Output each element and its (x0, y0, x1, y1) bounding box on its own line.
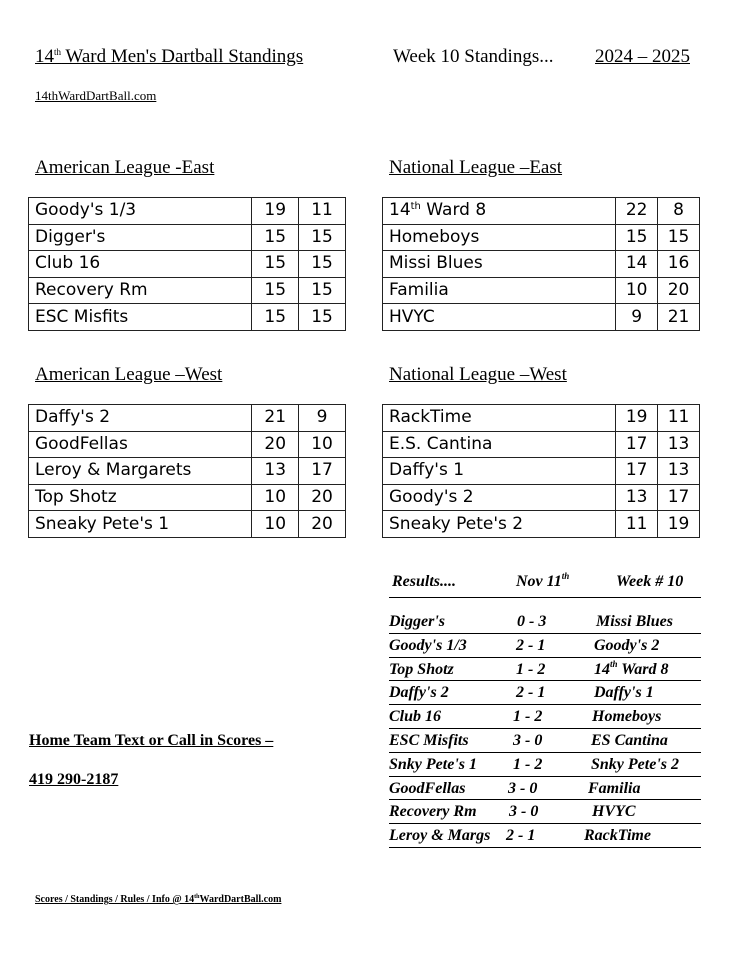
results-week: Week # 10 (616, 573, 684, 590)
losses: 8 (658, 198, 700, 225)
away-team: Goody's 2 (594, 636, 660, 654)
table-row (383, 484, 700, 511)
team-name: Daffy's 1 (383, 458, 616, 485)
page-title: 14th Ward Men's Dartball Standings (35, 46, 304, 67)
list-item (389, 800, 701, 824)
away-team: Familia (588, 779, 641, 797)
week-label: Week 10 Standings... (393, 46, 554, 67)
al-west-standings (28, 404, 346, 538)
table-row (383, 458, 700, 485)
losses: 11 (299, 198, 346, 225)
team-name: Club 16 (29, 251, 252, 278)
team-name: Recovery Rm (29, 277, 252, 304)
team-name: Daffy's 2 (29, 405, 252, 432)
team-name: 14th Ward 8 (383, 198, 616, 225)
list-item (389, 705, 701, 729)
home-team: Snky Pete's 1 (389, 755, 477, 773)
wins: 21 (252, 405, 299, 432)
list-item (389, 681, 701, 705)
wins: 17 (616, 458, 658, 485)
losses: 13 (658, 431, 700, 458)
footer-links[interactable]: Scores / Standings / Rules / Info @ 14thWardDartBall.com (35, 894, 282, 905)
table-row (383, 198, 700, 225)
team-name: HVYC (383, 304, 616, 331)
losses: 17 (299, 458, 346, 485)
wins: 19 (616, 405, 658, 432)
losses: 21 (658, 304, 700, 331)
team-name: ESC Misfits (29, 304, 252, 331)
team-name: E.S. Cantina (383, 431, 616, 458)
team-name: Familia (383, 277, 616, 304)
table-row (29, 198, 346, 225)
home-team: Goody's 1/3 (389, 636, 467, 654)
nl-east-standings (382, 197, 700, 331)
team-name: Digger's (29, 224, 252, 251)
table-row (383, 304, 700, 331)
wins: 9 (616, 304, 658, 331)
losses: 15 (299, 251, 346, 278)
score: 1 - 2 (516, 660, 546, 678)
wins: 14 (616, 251, 658, 278)
losses: 20 (299, 484, 346, 511)
team-name: Sneaky Pete's 1 (29, 511, 252, 538)
score: 3 - 0 (513, 731, 543, 749)
list-item (389, 729, 701, 753)
results-date: Nov 11th (516, 571, 570, 590)
team-name: Leroy & Margarets (29, 458, 252, 485)
score-report-note: Home Team Text or Call in Scores – (29, 732, 274, 749)
losses: 15 (299, 224, 346, 251)
away-team: Daffy's 1 (594, 684, 654, 702)
home-team: Digger's (389, 613, 445, 630)
wins: 17 (616, 431, 658, 458)
table-row (383, 405, 700, 432)
losses: 15 (299, 277, 346, 304)
site-link[interactable]: 14thWardDartBall.com (35, 88, 157, 103)
wins: 13 (252, 458, 299, 485)
wins: 22 (616, 198, 658, 225)
wins: 15 (252, 224, 299, 251)
score: 1 - 2 (513, 755, 543, 773)
season-label: 2024 – 2025 (595, 46, 690, 67)
team-name: RackTime (383, 405, 616, 432)
team-name: Homeboys (383, 224, 616, 251)
score: 2 - 1 (506, 827, 536, 845)
score: 3 - 0 (509, 803, 539, 821)
table-row (29, 224, 346, 251)
home-team: Recovery Rm (389, 803, 477, 821)
away-team: Homeboys (592, 708, 662, 726)
away-team: 14th Ward 8 (594, 658, 669, 678)
phone-number[interactable]: 419 290-2187 (29, 771, 119, 788)
nl-west-title: National League –West (389, 364, 567, 385)
losses: 20 (299, 511, 346, 538)
table-row (29, 511, 346, 538)
home-team: Top Shotz (389, 660, 454, 678)
table-row (29, 304, 346, 331)
table-row (29, 277, 346, 304)
losses: 10 (299, 431, 346, 458)
home-team: GoodFellas (389, 779, 466, 797)
away-team: Missi Blues (596, 613, 673, 630)
wins: 10 (616, 277, 658, 304)
team-name: Goody's 2 (383, 484, 616, 511)
away-team: HVYC (592, 803, 636, 821)
wins: 10 (252, 484, 299, 511)
list-item (389, 753, 701, 777)
table-row (29, 405, 346, 432)
losses: 19 (658, 511, 700, 538)
home-team: Leroy & Margs (389, 827, 491, 845)
wins: 15 (252, 277, 299, 304)
table-row (29, 484, 346, 511)
wins: 20 (252, 431, 299, 458)
home-team: Daffy's 2 (389, 684, 449, 702)
table-row (383, 251, 700, 278)
wins: 11 (616, 511, 658, 538)
losses: 17 (658, 484, 700, 511)
score: 2 - 1 (516, 684, 546, 702)
score: 1 - 2 (513, 708, 543, 726)
team-name: Top Shotz (29, 484, 252, 511)
losses: 9 (299, 405, 346, 432)
home-team: Club 16 (389, 708, 442, 726)
team-name: GoodFellas (29, 431, 252, 458)
results-header (389, 573, 701, 598)
table-row (29, 458, 346, 485)
losses: 16 (658, 251, 700, 278)
nl-east-title: National League –East (389, 157, 563, 178)
wins: 19 (252, 198, 299, 225)
score: 2 - 1 (516, 636, 546, 654)
table-row (383, 431, 700, 458)
table-row (383, 277, 700, 304)
away-team: Snky Pete's 2 (591, 755, 679, 773)
al-east-standings (28, 197, 346, 331)
losses: 11 (658, 405, 700, 432)
home-team: ESC Misfits (389, 731, 469, 749)
table-row (29, 251, 346, 278)
wins: 15 (616, 224, 658, 251)
losses: 13 (658, 458, 700, 485)
wins: 13 (616, 484, 658, 511)
list-item (389, 777, 701, 801)
away-team: RackTime (584, 827, 651, 845)
score: 3 - 0 (508, 779, 538, 797)
list-item (389, 824, 701, 848)
losses: 15 (658, 224, 700, 251)
away-team: ES Cantina (591, 731, 668, 749)
list-item (389, 634, 701, 658)
wins: 10 (252, 511, 299, 538)
team-name: Sneaky Pete's 2 (383, 511, 616, 538)
table-row (29, 431, 346, 458)
team-name: Goody's 1/3 (29, 198, 252, 225)
wins: 15 (252, 251, 299, 278)
al-west-title: American League –West (35, 364, 223, 385)
losses: 15 (299, 304, 346, 331)
results-block (389, 573, 701, 848)
nl-west-standings (382, 404, 700, 538)
list-item (389, 610, 701, 634)
wins: 15 (252, 304, 299, 331)
list-item (389, 658, 701, 682)
table-row (383, 224, 700, 251)
results-label: Results.... (392, 573, 457, 590)
score: 0 - 3 (517, 613, 547, 630)
table-row (383, 511, 700, 538)
losses: 20 (658, 277, 700, 304)
al-east-title: American League -East (35, 157, 215, 178)
team-name: Missi Blues (383, 251, 616, 278)
